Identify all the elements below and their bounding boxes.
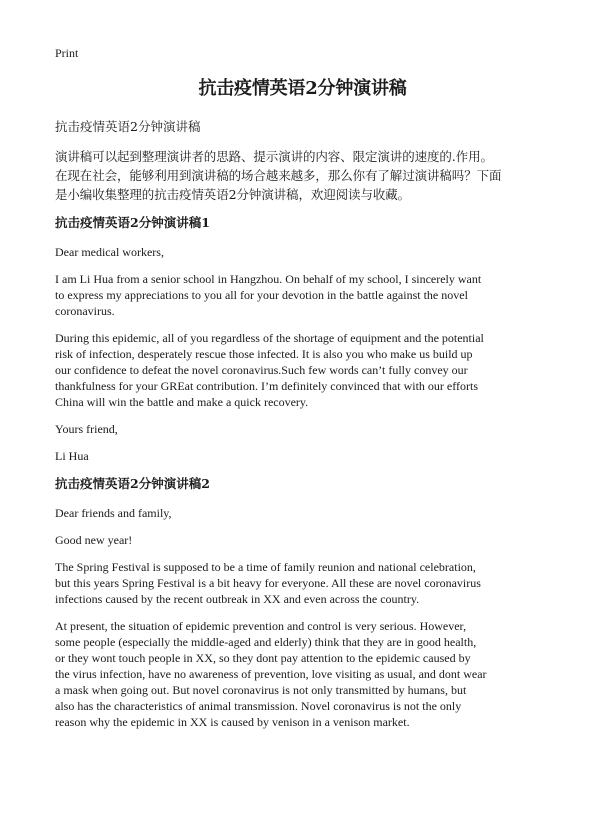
- section-heading: 抗击疫情英语2分钟演讲稿1: [55, 215, 210, 230]
- paragraph-line: our confidence to defeat the novel coronavirus.Such few words can’t fully convey our: [55, 363, 468, 377]
- paragraph-line: Li Hua: [55, 449, 89, 463]
- greeting: [55, 532, 550, 548]
- intro-line: 是小编收集整理的抗击疫情英语2分钟演讲稿，欢迎阅读与收藏。: [55, 187, 411, 202]
- paragraph-line: Dear friends and family,: [55, 506, 172, 520]
- paragraph-line: coronavirus.: [55, 304, 115, 318]
- print-link[interactable]: Print: [55, 46, 79, 60]
- paragraph-line: reason why the epidemic in XX is caused by venison in a venison market.: [55, 715, 410, 729]
- closing: [55, 421, 550, 437]
- paragraph-line: Dear medical workers,: [55, 245, 164, 259]
- body-paragraph: [55, 271, 550, 319]
- paragraph-line: the virus infection, have no awareness of prevention, love visiting as usual, and dont wear: [55, 667, 487, 681]
- paragraph-line: a mask when going out. But novel coronavirus is not only transmitted by humans, but: [55, 683, 467, 697]
- paragraph-line: Good new year!: [55, 533, 133, 547]
- section-1: [55, 214, 550, 464]
- paragraph-line: I am Li Hua from a senior school in Hangzhou. On behalf of my school, I sincerely want: [55, 272, 482, 286]
- intro-paragraph: [55, 147, 550, 204]
- intro-line: 演讲稿可以起到整理演讲者的思路、提示演讲的内容、限定演讲的速度的.作用。: [55, 149, 493, 164]
- intro-line: 在现在社会，能够利用到演讲稿的场合越来越多，那么你有了解过演讲稿吗？下面: [55, 168, 502, 183]
- paragraph-line: to express my appreciations to you all for your devotion in the battle against the novel: [55, 288, 468, 302]
- paragraph-line: The Spring Festival is supposed to be a time of family reunion and national celebration,: [55, 560, 476, 574]
- salutation: [55, 244, 550, 260]
- paragraph-line: China will win the battle and make a quick recovery.: [55, 395, 309, 409]
- paragraph-line: At present, the situation of epidemic prevention and control is very serious. However,: [55, 619, 467, 633]
- body-paragraph: [55, 330, 550, 410]
- paragraph-line: Yours friend,: [55, 422, 118, 436]
- body-paragraph: [55, 559, 550, 607]
- document-page: [55, 76, 550, 741]
- paragraph-line: infections caused by the recent outbreak in XX and even across the country.: [55, 592, 420, 606]
- signature: [55, 448, 550, 464]
- document-subtitle: 抗击疫情英语2分钟演讲稿: [55, 119, 201, 134]
- paragraph-line: also has the characteristics of animal transmission. Novel coronavirus is not the only: [55, 699, 462, 713]
- salutation: [55, 505, 550, 521]
- paragraph-line: During this epidemic, all of you regardless of the shortage of equipment and the potential: [55, 331, 484, 345]
- paragraph-line: but this years Spring Festival is a bit heavy for everyone. All these are novel coronavirus: [55, 576, 481, 590]
- paragraph-line: thankfulness for your GREat contribution. I’m definitely convinced that with our efforts: [55, 379, 479, 393]
- paragraph-line: or they wont touch people in XX, so they dont pay attention to the epidemic caused by: [55, 651, 471, 665]
- section-heading: 抗击疫情英语2分钟演讲稿2: [55, 476, 210, 491]
- paragraph-line: some people (especially the middle-aged and elderly) think that they are in good health,: [55, 635, 477, 649]
- document-title: 抗击疫情英语2分钟演讲稿: [198, 78, 407, 99]
- paragraph-line: risk of infection, desperately rescue those infected. It is also you who make us build up: [55, 347, 473, 361]
- body-paragraph: [55, 618, 550, 730]
- section-2: [55, 475, 550, 730]
